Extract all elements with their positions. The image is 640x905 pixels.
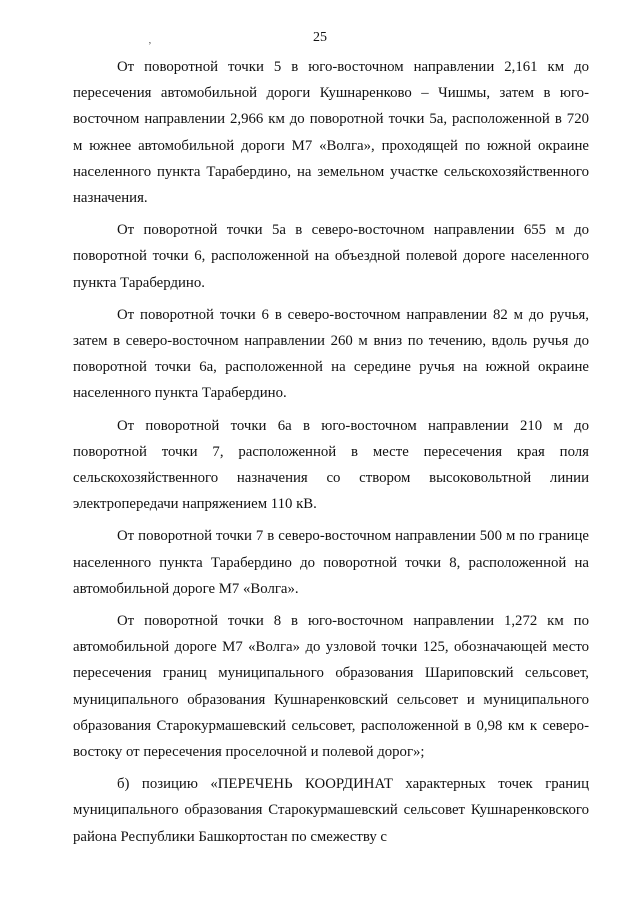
paragraph-3: От поворотной точки 6 в северо-восточном направлении 82 м до ручья, затем в северо-восточном направлении 260 м вниз по течению, вдоль ручья до поворотной точки 6а, расположенной на середине ручья на южной окраине населенного пункта Тарабердино. (73, 306, 589, 402)
stray-mark: ʼ (148, 40, 152, 52)
paragraph-1: От поворотной точки 5 в юго-восточном направлении 2,161 км до пересечения автомобильной дороги Кушнаренково – Чишмы, затем в юго-восточном направлении 2,966 км до поворотной точки 5а, расположенной в 720 м южнее автомобильной дороги М7 «Волга», проходящей по южной окраине населенного пункта Тарабердино, на земельном участке сельскохозяйственного назначения. (73, 59, 589, 207)
page-number: 25 (313, 30, 327, 45)
paragraph-2: От поворотной точки 5а в северо-восточном направлении 655 м до поворотной точки 6, расположенной на объездной полевой дороге населенного пункта Тарабердино. (73, 222, 589, 291)
paragraph-5: От поворотной точки 7 в северо-восточном направлении 500 м по границе населенного пункта Тарабердино до поворотной точки 8, расположенной на автомобильной дороге М7 «Волга». (73, 528, 589, 597)
document-body (73, 54, 589, 850)
paragraph-4: От поворотной точки 6а в юго-восточном направлении 210 м до поворотной точки 7, расположенной в месте пересечения края поля сельскохозяйственного назначения со створом высоковольтной линии электропередачи напряжением 110 кВ. (73, 417, 589, 513)
paragraph-7: б) позицию «ПЕРЕЧЕНЬ КООРДИНАТ характерных точек границ муниципального образования Старокурмашевский сельсовет Кушнаренковского района Республики Башкортостан по смежеству с (73, 776, 589, 845)
paragraph-6: От поворотной точки 8 в юго-восточном направлении 1,272 км по автомобильной дороге М7 «Волга» до узловой точки 125, обозначающей место пересечения границ муниципального образования Шариповский сельсовет, муниципального образования Кушнаренковский сельсовет и муниципального образования Старокурмашевский сельсовет, расположенной в 0,98 км к северо-востоку от пересечения проселочной и полевой дорог»; (73, 613, 589, 761)
